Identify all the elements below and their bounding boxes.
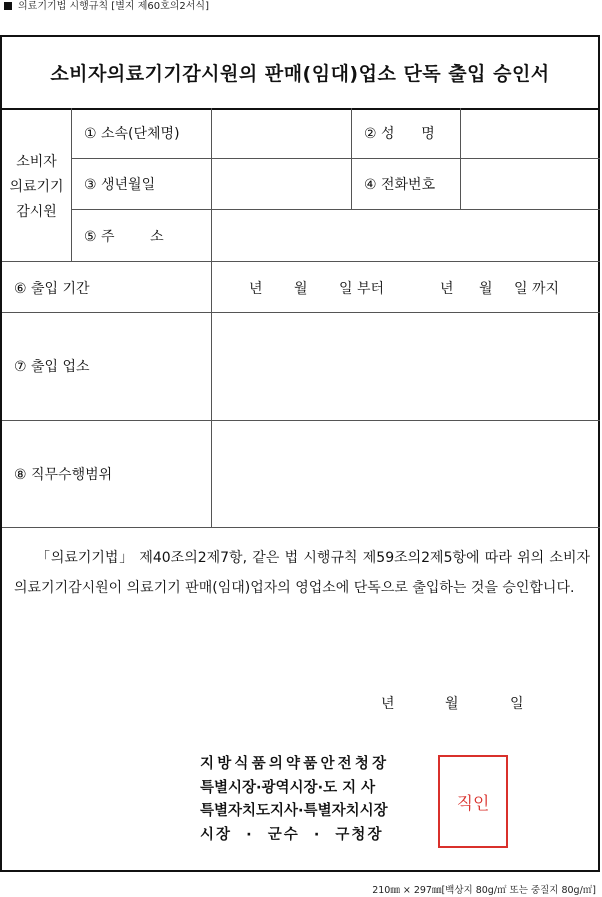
form-reference-text: 의료기기법 시행규칙 [별지 제60호의2서식] xyxy=(18,1,209,12)
name-label: ② 성 명 xyxy=(364,126,435,142)
divider xyxy=(2,527,600,528)
name-field[interactable] xyxy=(461,109,600,158)
official-seal: 직인 xyxy=(438,755,508,848)
group-label-line: 감시원 xyxy=(16,204,57,220)
authority-line: 지방식품의약품안전청장 xyxy=(200,756,390,772)
square-bullet-icon xyxy=(4,2,12,10)
form-reference xyxy=(4,0,209,14)
applicant-group-label xyxy=(2,150,71,225)
authority-line: 특별시장·광역시장·도 지 사 xyxy=(200,779,376,796)
period-from-month: 월 xyxy=(294,281,308,297)
scope-label: ⑧ 직무수행범위 xyxy=(14,467,113,483)
date-month: 월 xyxy=(445,696,459,712)
date-day: 일 xyxy=(510,696,524,712)
form-title: 소비자의료기기감시원의 판매(임대)업소 단독 출입 승인서 xyxy=(2,37,598,110)
phone-label: ④ 전화번호 xyxy=(364,177,436,193)
period-to-year: 년 xyxy=(440,281,454,297)
period-label: ⑥ 출입 기간 xyxy=(14,281,90,297)
phone-field[interactable] xyxy=(461,159,600,209)
authority-line: 특별자치도지사·특별자치시장 xyxy=(200,803,388,819)
address-label: ⑤ 주 소 xyxy=(84,229,164,245)
period-to-month: 월 xyxy=(479,281,493,297)
group-label-line: 소비자 xyxy=(16,154,57,170)
scope-field[interactable] xyxy=(212,421,600,527)
period-to-day: 일 까지 xyxy=(514,281,560,297)
address-field[interactable] xyxy=(212,210,600,261)
approval-form xyxy=(0,35,600,872)
affiliation-label: ① 소속(단체명) xyxy=(84,126,180,142)
affiliation-field[interactable] xyxy=(212,109,351,158)
issuing-authority xyxy=(200,753,428,847)
paper-spec: 210㎜ × 297㎜[백상지 80g/㎡ 또는 중질지 80g/㎡] xyxy=(372,885,596,896)
birth-label: ③ 생년월일 xyxy=(84,177,156,193)
approval-statement: 「의료기기법」 제40조의2제7항, 같은 법 시행규칙 제59조의2제5항에 따라 위의 소비자의료기기감시원이 의료기기 판매(임대)업자의 영업소에 단독으로 출입하는 것을 승인합니다. xyxy=(14,550,590,596)
date-year: 년 xyxy=(381,696,395,712)
business-label: ⑦ 출입 업소 xyxy=(14,359,90,375)
authority-line: 시장 · 군수 · 구청장 xyxy=(200,826,384,843)
divider xyxy=(71,108,72,261)
birth-field[interactable] xyxy=(212,159,351,209)
divider xyxy=(351,108,352,209)
group-label-line: 의료기기 xyxy=(9,179,64,195)
divider xyxy=(2,261,600,262)
period-from-year: 년 xyxy=(249,281,263,297)
period-from-day: 일 부터 xyxy=(339,281,385,297)
business-field[interactable] xyxy=(212,313,600,420)
